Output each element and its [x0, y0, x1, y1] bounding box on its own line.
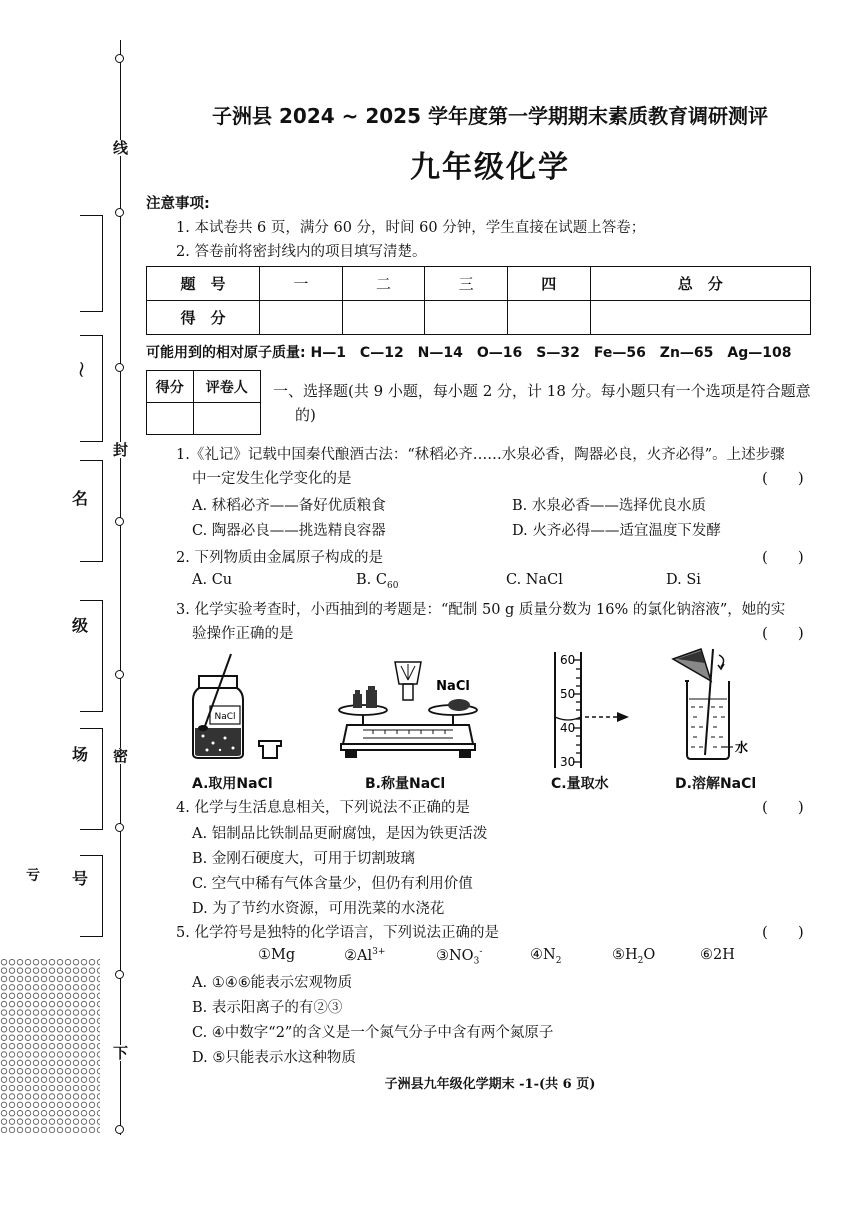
- q4-option-c: C. 空气中稀有气体含量少，但仍有利用价值: [192, 876, 473, 892]
- field-label-room: 场: [72, 745, 89, 764]
- q5-symbol: $②Al^{3+}$: [344, 947, 386, 964]
- q4-stem: 4. 化学与生活息息相关，下列说法不正确的是: [176, 800, 470, 816]
- q5-symbol: ⑥2H: [700, 947, 735, 963]
- section-heading: 的): [295, 406, 316, 424]
- seal-circle: [115, 1125, 124, 1134]
- seal-word-seal: 封: [113, 441, 129, 459]
- seal-word-line: 线: [113, 139, 129, 157]
- q2-option-d: D. Si: [666, 572, 701, 588]
- notes-heading: 注意事项:: [146, 196, 210, 212]
- answer-paren[interactable]: ( ): [762, 923, 804, 941]
- q3-stem: 3. 化学实验考查时，小西抽到的考题是：“配制 50 g 质量分数为 16% 的氯化钠溶液”，她的实: [176, 602, 786, 618]
- field-side-mark: 亏: [26, 868, 40, 884]
- caption-d: D.溶解NaCl: [675, 776, 757, 792]
- field-box: [80, 335, 103, 442]
- answer-paren[interactable]: ( ): [762, 798, 804, 816]
- cyl-mark-60: 60: [560, 653, 576, 667]
- field-box: [80, 460, 103, 562]
- section-heading: 一、选择题(共 9 小题，每小题 2 分，计 18 分。每小题只有一个选项是符合题意: [273, 382, 811, 400]
- score-cell[interactable]: [260, 301, 343, 335]
- answer-paren[interactable]: ( ): [762, 548, 804, 566]
- score-table-header: 三: [425, 267, 508, 301]
- cyl-mark-30: 30: [560, 755, 576, 769]
- cyl-mark-40: 40: [560, 721, 576, 735]
- caption-c: C.量取水: [551, 776, 609, 792]
- score-cell[interactable]: [590, 301, 810, 335]
- jar-label: NaCl: [214, 712, 236, 722]
- score-row-label: 得 分: [147, 301, 260, 335]
- q2-option-b: B. $C_{60}$: [356, 572, 399, 591]
- field-side-mark: 〜: [71, 361, 91, 378]
- q3-stem: 验操作正确的是: [192, 626, 294, 642]
- atomic-masses: 可能用到的相对原子质量: H—1 C—12 N—14 O—16 S—32 Fe—56 Zn—65 Ag—108: [146, 345, 792, 361]
- seal-word-below: 下: [113, 1044, 129, 1062]
- caption-b: B.称量NaCl: [365, 776, 446, 792]
- score-table-header: 二: [342, 267, 425, 301]
- cyl-mark-50: 50: [560, 687, 576, 701]
- q2-stem: 2. 下列物质由金属原子构成的是: [176, 550, 383, 566]
- field-label-name: 名: [72, 489, 89, 508]
- seal-circle: [115, 517, 124, 526]
- exam-title: 子洲县 2024 ~ 2025 学年度第一学期期末素质教育调研测评: [212, 104, 768, 128]
- field-box: [80, 215, 103, 312]
- score-cell[interactable]: [425, 301, 508, 335]
- score-table: [146, 266, 811, 335]
- field-label-number: 号: [72, 869, 89, 888]
- q1-option-b: B. 水泉必香——选择优良水质: [512, 498, 706, 514]
- score-cell[interactable]: [507, 301, 590, 335]
- figure-beaker: [665, 645, 775, 767]
- q5-symbol: $③NO_3^-$: [436, 947, 483, 967]
- q1-option-a: A. 秫稻必齐——备好优质粮食: [192, 498, 386, 514]
- seal-circle: [115, 670, 124, 679]
- notes-item: 1. 本试卷共 6 页，满分 60 分，时间 60 分钟，学生直接在试题上答卷；: [176, 220, 646, 236]
- page-footer: 子洲县九年级化学期末 -1-(共 6 页): [384, 1077, 596, 1092]
- q5-symbol: $⑤H_2O$: [612, 947, 656, 966]
- score-table-header: 四: [507, 267, 590, 301]
- score-cell[interactable]: [342, 301, 425, 335]
- q5-option-d: D. ⑤只能表示水这种物质: [192, 1050, 356, 1066]
- q4-option-b: B. 金刚石硬度大，可用于切割玻璃: [192, 851, 415, 867]
- q5-option-a: A. ①④⑥能表示宏观物质: [192, 975, 353, 991]
- seal-circle: [115, 208, 124, 217]
- seal-circle: [115, 363, 124, 372]
- seal-circle: [115, 970, 124, 979]
- q4-option-d: D. 为了节约水资源，可用洗菜的水浇花: [192, 901, 445, 917]
- q5-option-b: B. 表示阳离子的有②③: [192, 1000, 343, 1016]
- q5-symbol: $④N_2$: [530, 947, 562, 966]
- figure-cylinder: [545, 650, 655, 772]
- caption-a: A.取用NaCl: [192, 776, 273, 792]
- grader-name-cell[interactable]: [193, 403, 261, 435]
- q5-symbol: ①Mg: [258, 947, 296, 963]
- q4-option-a: A. 铝制品比铁制品更耐腐蚀，是因为铁更活泼: [192, 826, 488, 842]
- notes-item: 2. 答卷前将密封线内的项目填写清楚。: [176, 244, 427, 260]
- score-table-header: 总 分: [590, 267, 810, 301]
- q5-stem: 5. 化学符号是独特的化学语言，下列说法正确的是: [176, 925, 499, 941]
- q1-stem: 中一定发生化学变化的是: [192, 471, 352, 487]
- answer-paren[interactable]: ( ): [762, 469, 804, 487]
- q5-option-c: C. ④中数字“2”的含义是一个氮气分子中含有两个氮原子: [192, 1025, 554, 1041]
- q2-option-c: C. NaCl: [506, 572, 563, 588]
- grader-name-label: 评卷人: [193, 371, 261, 403]
- field-label-class: 级: [72, 616, 89, 635]
- exam-subtitle: 九年级化学: [410, 150, 570, 185]
- seal-circle: [115, 823, 124, 832]
- balance-label: NaCl: [436, 679, 470, 694]
- figure-balance: [333, 650, 483, 762]
- answer-bubbles: [0, 958, 100, 1133]
- score-table-header: 题 号: [147, 267, 260, 301]
- grader-box: [146, 370, 261, 435]
- seal-circle: [115, 54, 124, 63]
- q1-option-c: C. 陶器必良——挑选精良容器: [192, 523, 386, 539]
- answer-paren[interactable]: ( ): [762, 624, 804, 642]
- q2-option-a: A. Cu: [192, 572, 233, 588]
- figure-reagent-jar: [185, 648, 295, 763]
- seal-word-secret: 密: [113, 747, 129, 765]
- q1-stem: 1.《礼记》记载中国秦代酿酒古法：“秫稻必齐……水泉必香，陶器必良，火齐必得”。上述步骤: [176, 447, 785, 463]
- score-table-header: 一: [260, 267, 343, 301]
- q1-option-d: D. 火齐必得——适宜温度下发酵: [512, 523, 721, 539]
- grader-score-label: 得分: [147, 371, 194, 403]
- grader-score-cell[interactable]: [147, 403, 194, 435]
- water-label: 水: [735, 741, 749, 756]
